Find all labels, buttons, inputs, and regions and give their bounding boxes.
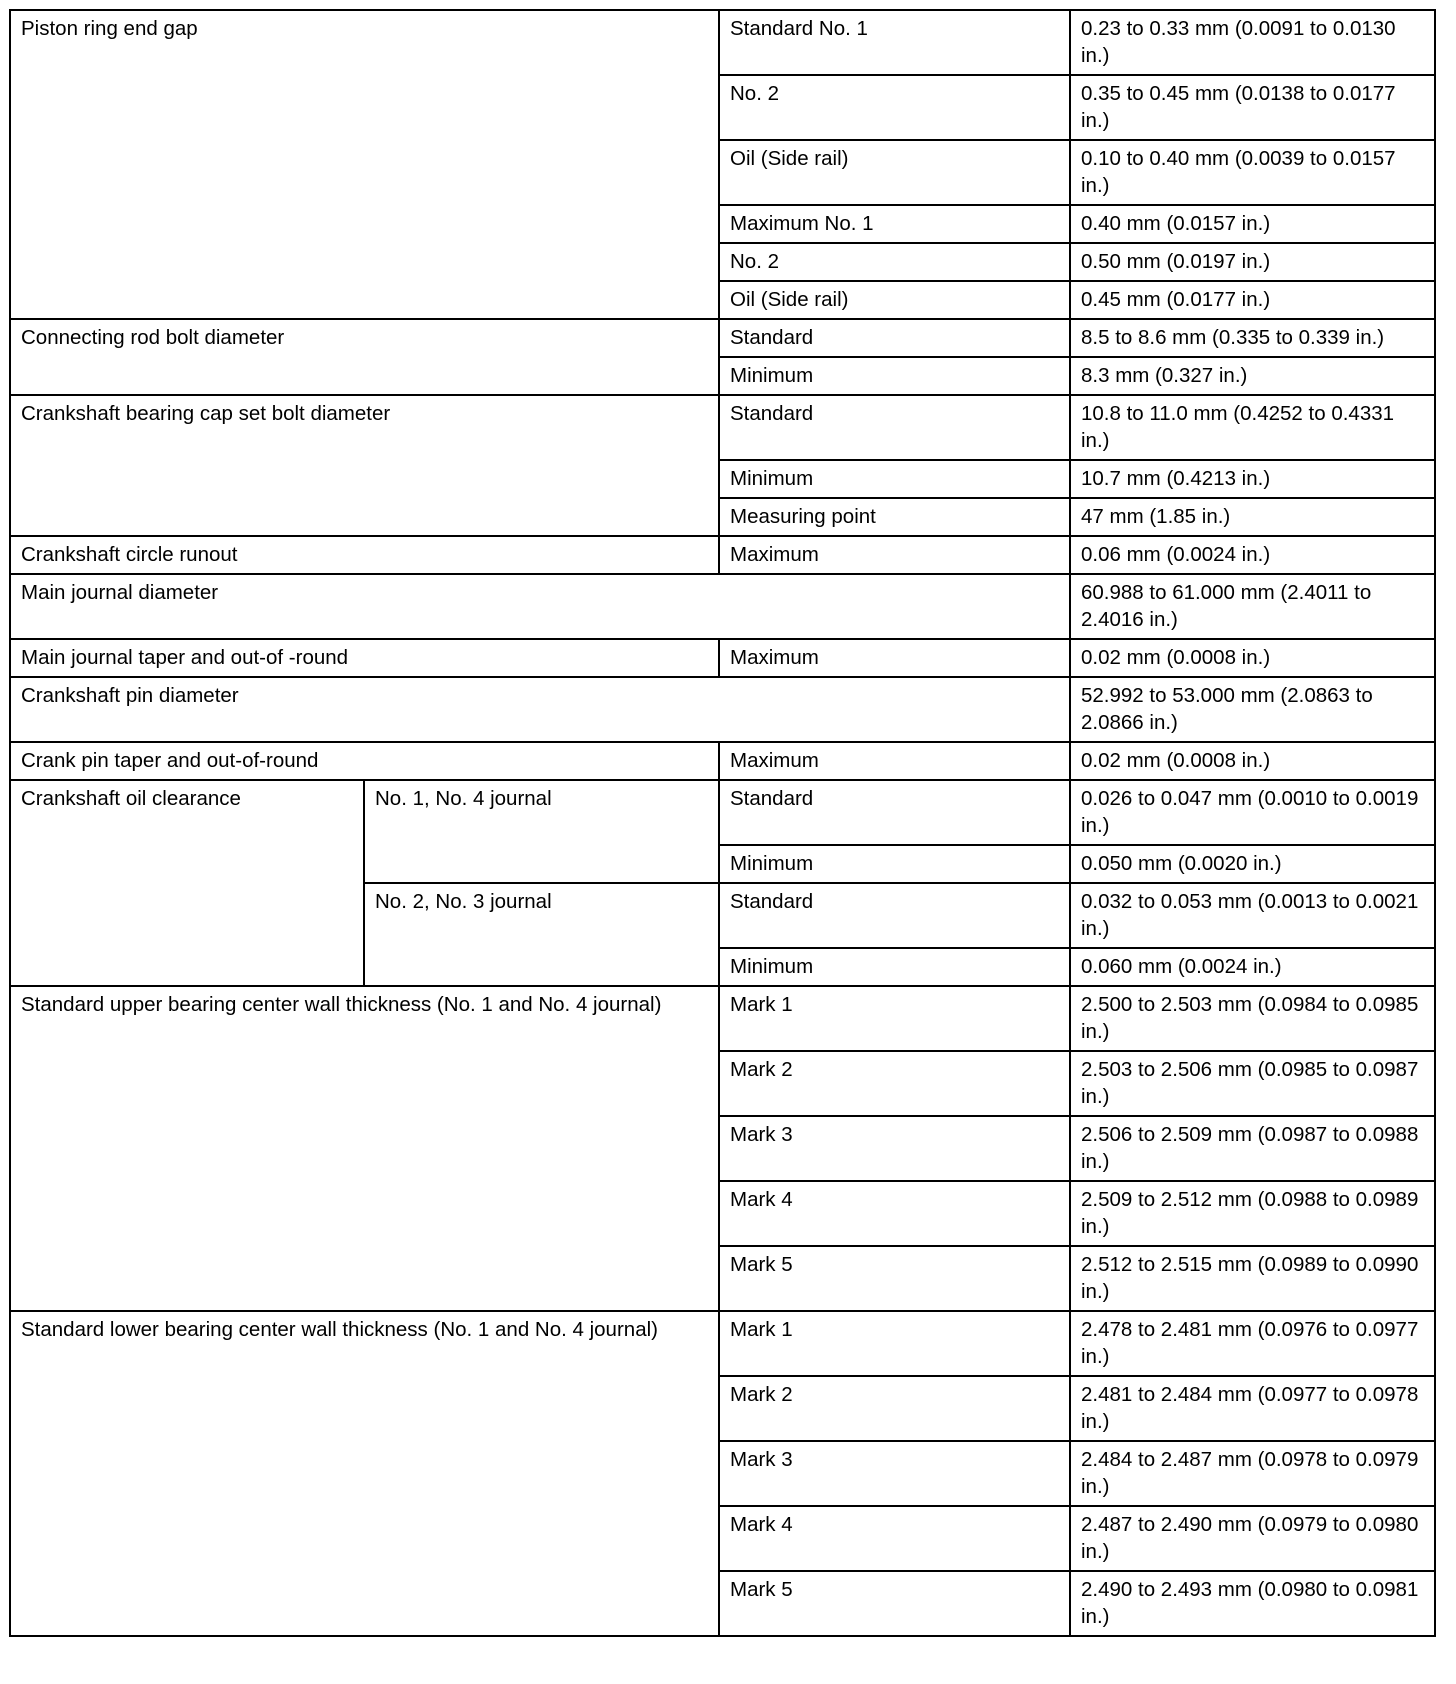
condition-cell: Measuring point (719, 498, 1070, 536)
condition-cell: Standard (719, 395, 1070, 460)
table-row (10, 319, 1435, 357)
value-cell: 0.050 mm (0.0020 in.) (1070, 845, 1435, 883)
value-cell: 0.50 mm (0.0197 in.) (1070, 243, 1435, 281)
value-cell: 2.506 to 2.509 mm (0.0987 to 0.0988 in.) (1070, 1116, 1435, 1181)
table-row (10, 1311, 1435, 1376)
condition-cell: Mark 1 (719, 986, 1070, 1051)
condition-cell: Oil (Side rail) (719, 140, 1070, 205)
condition-cell: Mark 4 (719, 1181, 1070, 1246)
item-label: Standard lower bearing center wall thickness (No. 1 and No. 4 journal) (10, 1311, 719, 1636)
value-cell: 0.35 to 0.45 mm (0.0138 to 0.0177 in.) (1070, 75, 1435, 140)
value-cell: 0.40 mm (0.0157 in.) (1070, 205, 1435, 243)
value-cell: 2.481 to 2.484 mm (0.0977 to 0.0978 in.) (1070, 1376, 1435, 1441)
value-cell: 2.490 to 2.493 mm (0.0980 to 0.0981 in.) (1070, 1571, 1435, 1636)
condition-cell: Minimum (719, 357, 1070, 395)
value-cell: 2.484 to 2.487 mm (0.0978 to 0.0979 in.) (1070, 1441, 1435, 1506)
value-cell: 0.02 mm (0.0008 in.) (1070, 639, 1435, 677)
condition-cell: Standard (719, 883, 1070, 948)
item-label: Crankshaft circle runout (10, 536, 719, 574)
condition-cell: Maximum (719, 536, 1070, 574)
item-label: Connecting rod bolt diameter (10, 319, 719, 395)
table-row (10, 574, 1435, 639)
item-label: Piston ring end gap (10, 10, 719, 319)
table-row (10, 677, 1435, 742)
table-row (10, 639, 1435, 677)
table-row (10, 986, 1435, 1051)
condition-cell: Mark 3 (719, 1441, 1070, 1506)
item-label: Crank pin taper and out-of-round (10, 742, 719, 780)
condition-cell: Standard (719, 319, 1070, 357)
value-cell: 0.032 to 0.053 mm (0.0013 to 0.0021 in.) (1070, 883, 1435, 948)
condition-cell: Mark 2 (719, 1376, 1070, 1441)
journal-cell: No. 1, No. 4 journal (364, 780, 719, 883)
value-cell: 0.026 to 0.047 mm (0.0010 to 0.0019 in.) (1070, 780, 1435, 845)
condition-cell: Mark 5 (719, 1571, 1070, 1636)
value-cell: 0.23 to 0.33 mm (0.0091 to 0.0130 in.) (1070, 10, 1435, 75)
condition-cell: Minimum (719, 845, 1070, 883)
condition-cell: Maximum No. 1 (719, 205, 1070, 243)
value-cell: 60.988 to 61.000 mm (2.4011 to 2.4016 in.) (1070, 574, 1435, 639)
condition-cell: Mark 2 (719, 1051, 1070, 1116)
value-cell: 2.478 to 2.481 mm (0.0976 to 0.0977 in.) (1070, 1311, 1435, 1376)
condition-cell: No. 2 (719, 75, 1070, 140)
value-cell: 52.992 to 53.000 mm (2.0863 to 2.0866 in.) (1070, 677, 1435, 742)
value-cell: 2.503 to 2.506 mm (0.0985 to 0.0987 in.) (1070, 1051, 1435, 1116)
item-label: Main journal taper and out-of -round (10, 639, 719, 677)
value-cell: 0.06 mm (0.0024 in.) (1070, 536, 1435, 574)
item-label: Main journal diameter (10, 574, 1070, 639)
item-label: Standard upper bearing center wall thickness (No. 1 and No. 4 journal) (10, 986, 719, 1311)
journal-cell: No. 2, No. 3 journal (364, 883, 719, 986)
condition-cell: Standard No. 1 (719, 10, 1070, 75)
condition-cell: Mark 5 (719, 1246, 1070, 1311)
value-cell: 10.8 to 11.0 mm (0.4252 to 0.4331 in.) (1070, 395, 1435, 460)
condition-cell: Oil (Side rail) (719, 281, 1070, 319)
item-label: Crankshaft pin diameter (10, 677, 1070, 742)
table-row (10, 536, 1435, 574)
table-row (10, 780, 1435, 845)
value-cell: 0.45 mm (0.0177 in.) (1070, 281, 1435, 319)
condition-cell: Standard (719, 780, 1070, 845)
condition-cell: Mark 3 (719, 1116, 1070, 1181)
spec-table (9, 9, 1436, 1637)
value-cell: 2.512 to 2.515 mm (0.0989 to 0.0990 in.) (1070, 1246, 1435, 1311)
table-row (10, 742, 1435, 780)
value-cell: 47 mm (1.85 in.) (1070, 498, 1435, 536)
value-cell: 0.10 to 0.40 mm (0.0039 to 0.0157 in.) (1070, 140, 1435, 205)
condition-cell: Maximum (719, 639, 1070, 677)
value-cell: 0.02 mm (0.0008 in.) (1070, 742, 1435, 780)
value-cell: 2.487 to 2.490 mm (0.0979 to 0.0980 in.) (1070, 1506, 1435, 1571)
condition-cell: No. 2 (719, 243, 1070, 281)
table-row (10, 395, 1435, 460)
condition-cell: Maximum (719, 742, 1070, 780)
item-label: Crankshaft bearing cap set bolt diameter (10, 395, 719, 536)
table-row (10, 10, 1435, 75)
condition-cell: Minimum (719, 948, 1070, 986)
value-cell: 0.060 mm (0.0024 in.) (1070, 948, 1435, 986)
item-label: Crankshaft oil clearance (10, 780, 364, 986)
value-cell: 8.3 mm (0.327 in.) (1070, 357, 1435, 395)
value-cell: 2.509 to 2.512 mm (0.0988 to 0.0989 in.) (1070, 1181, 1435, 1246)
condition-cell: Mark 1 (719, 1311, 1070, 1376)
condition-cell: Minimum (719, 460, 1070, 498)
condition-cell: Mark 4 (719, 1506, 1070, 1571)
value-cell: 8.5 to 8.6 mm (0.335 to 0.339 in.) (1070, 319, 1435, 357)
value-cell: 2.500 to 2.503 mm (0.0984 to 0.0985 in.) (1070, 986, 1435, 1051)
value-cell: 10.7 mm (0.4213 in.) (1070, 460, 1435, 498)
